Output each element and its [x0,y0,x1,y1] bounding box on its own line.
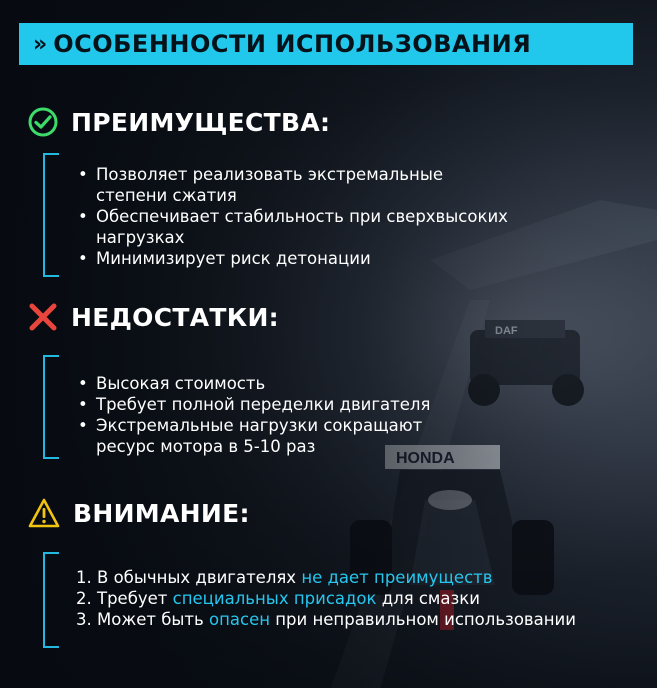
list-item: • Экстремальные нагрузки сокращают ресурс мотора в 5-10 раз [78,416,423,456]
disadvantages-list [76,373,430,457]
list-item: 3. Может быть опасен при неправильном использовании [76,610,576,629]
disadvantages-bracket [43,355,59,459]
attention-list [76,567,576,630]
list-item: • Позволяет реализовать экстремальные степени сжатия [78,165,443,205]
bullet-icon: • [78,207,88,226]
warning-icon [27,497,61,529]
cross-icon [27,301,59,333]
check-circle-icon [27,106,59,138]
advantages-header [27,106,330,138]
list-item: 1. В обычных двигателях не дает преимуществ [76,568,493,587]
bullet-icon: • [78,249,88,268]
advantages-heading: ПРЕИМУЩЕСТВА: [71,107,331,137]
bullet-icon: • [78,374,88,393]
page-title: ОСОБЕННОСТИ ИСПОЛЬЗОВАНИЯ [53,30,532,58]
disadvantages-heading: НЕДОСТАТКИ: [71,302,279,332]
bullet-icon: • [78,416,88,435]
highlight-text: не дает преимуществ [301,568,493,587]
list-item: • Минимизирует риск детонации [78,249,371,268]
header-banner [19,23,633,65]
advantages-bracket [43,153,59,277]
advantages-list [76,164,508,269]
disadvantages-header [27,301,279,333]
attention-header [27,497,250,529]
list-item: • Высокая стоимость [78,374,266,393]
highlight-text: опасен [209,610,271,629]
attention-heading: ВНИМАНИЕ: [73,498,250,528]
bullet-icon: • [78,395,88,414]
list-item: • Требует полной переделки двигателя [78,395,431,414]
list-item: 2. Требует специальных присадок для смазки [76,589,480,608]
bullet-icon: • [78,165,88,184]
highlight-text: специальных присадок [172,589,377,608]
list-item: • Обеспечивает стабильность при сверхвысоких нагрузках [78,207,508,247]
attention-bracket [43,552,59,648]
double-chevron-icon: » [33,31,48,57]
